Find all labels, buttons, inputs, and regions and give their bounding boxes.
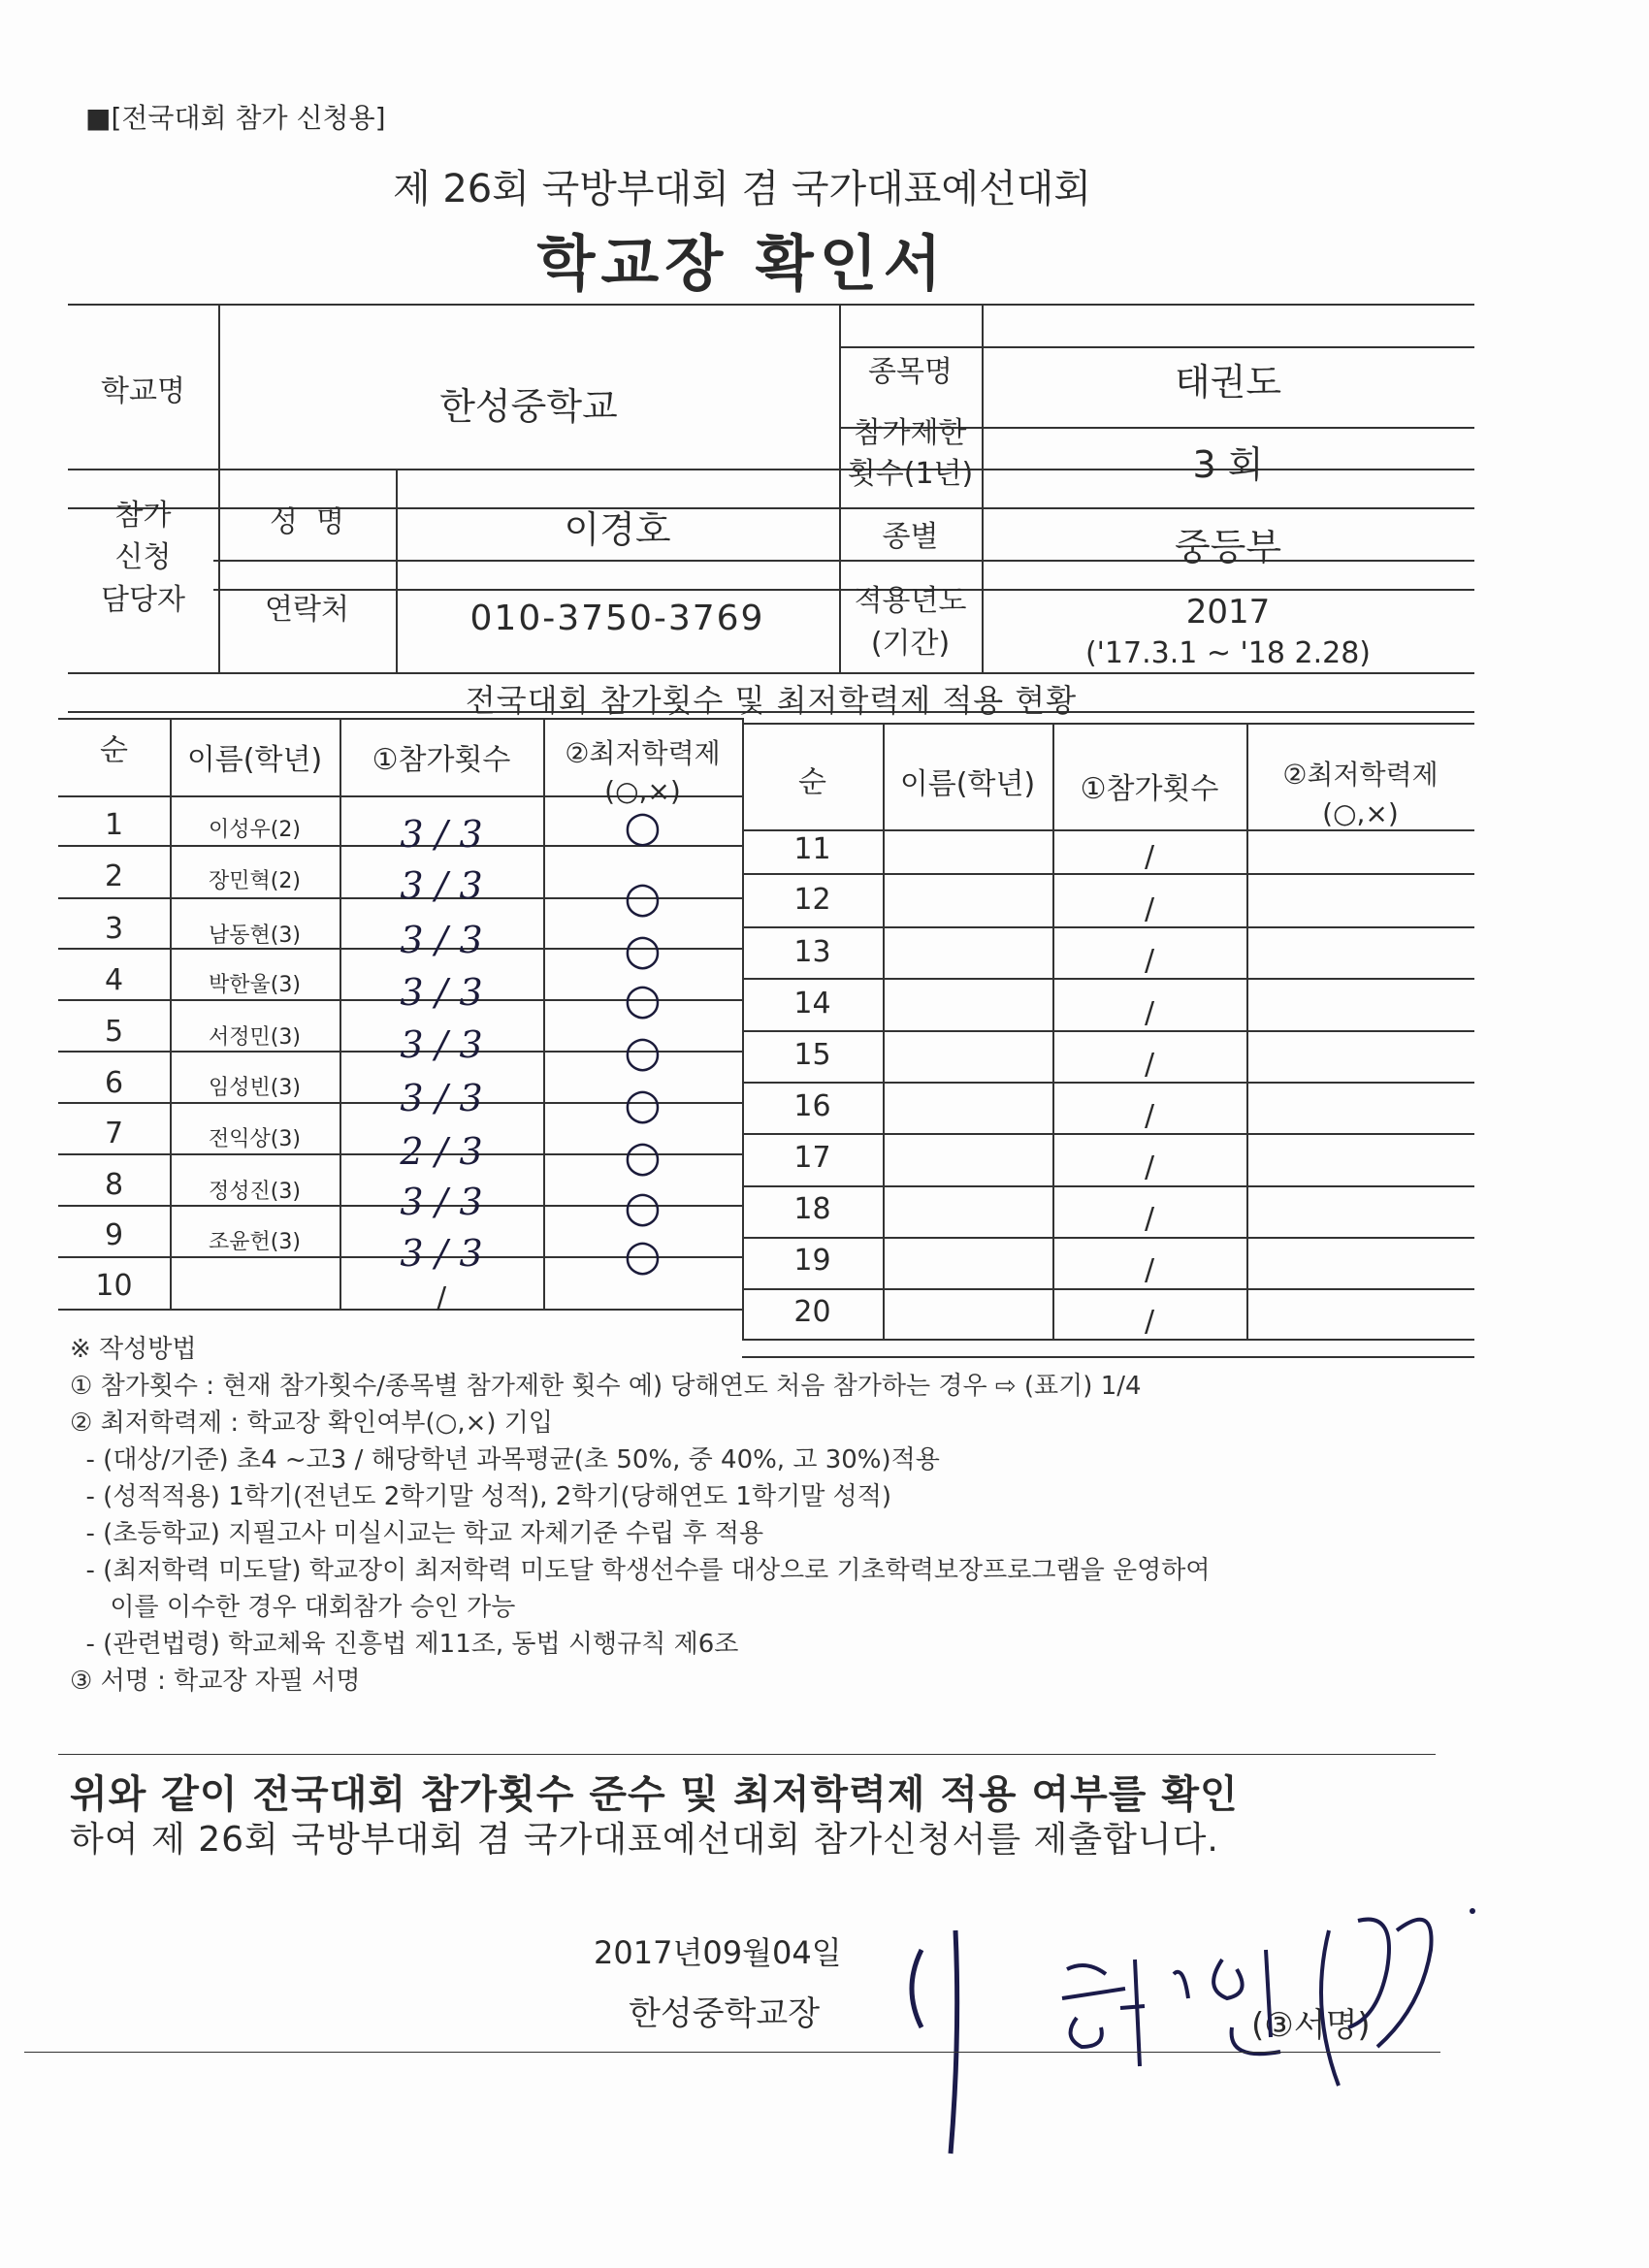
note-line: - (최저학력 미도달) 학교장이 최저학력 미도달 학생선수를 대상으로 기초학력보장프로그램을 운영하여 [70,1556,1211,1585]
col-no-left: 순 [100,733,128,767]
row-name [883,1138,1052,1177]
signature-label: (③서명) [1251,2006,1371,2045]
row-no: 12 [793,882,831,917]
row-name [883,880,1052,919]
row-name: 남동현(3) [209,923,301,948]
bottom-divider [24,2052,1440,2053]
contact-value: 010-3750-3769 [469,598,765,638]
row-name: 박한울(3) [209,972,301,997]
row-no: 16 [793,1088,831,1123]
declaration-line-1: 위와 같이 전국대회 참가횟수 준수 및 최저학력제 적용 여부를 확인 [70,1772,1239,1817]
school-label: 학교명 [101,374,185,408]
row-count: / [1144,839,1155,874]
row-count: 3 / 3 [400,919,483,961]
period-value: ('17.3.1 ~ '18 2.28) [1084,635,1372,670]
row-name [883,1035,1052,1074]
handwritten-name [892,1892,895,1893]
form-title: 학교장 확인서 [536,228,948,299]
row-no: 18 [793,1191,831,1226]
row-no: 6 [104,1065,124,1100]
submit-date: 2017년09월04일 [594,1934,842,1971]
col-min-left-2: (○,×) [604,774,681,807]
row-no: 2 [104,859,124,893]
year-value: 2017 [1185,593,1271,632]
row-mark [1246,1086,1474,1125]
row-name [883,932,1052,971]
row-mark: ○ [624,1131,662,1182]
note-line: ③ 서명 : 학교장 자필 서명 [70,1667,361,1696]
row-no: 17 [793,1140,831,1175]
row-count: 3 / 3 [400,864,483,907]
row-name: 조윤헌(3) [209,1229,301,1254]
row-count: / [1144,1201,1155,1236]
row-no: 1 [104,807,124,842]
row-count: / [436,1280,447,1315]
signature-strokes [892,1892,1494,2183]
note-line: 이를 이수한 경우 대회참가 승인 가능 [70,1593,516,1622]
row-name: 서정민(3) [209,1024,301,1050]
row-no: 20 [793,1294,831,1329]
name-value: 이경호 [564,507,671,551]
row-mark: ○ [624,1079,662,1129]
note-line: ① 참가횟수 : 현재 참가횟수/종목별 참가제한 횟수 예) 당해연도 처음 참가하는 경우 ⇨ (표기) 1/4 [70,1372,1142,1401]
row-no: 8 [104,1167,124,1202]
contact-label: 연락처 [265,593,349,627]
limit-label-1: 참가제한 [854,416,967,450]
row-name [170,1266,340,1305]
row-mark [1246,829,1474,868]
note-line: - (관련법령) 학교체육 진흥법 제11조, 동법 시행규칙 제6조 [70,1630,739,1659]
note-line: ② 최저학력제 : 학교장 확인여부(○,×) 기입 [70,1409,554,1438]
row-count: / [1144,943,1155,978]
note-heading: ※ 작성방법 [70,1335,197,1364]
row-count: / [1144,1304,1155,1339]
row-name: 임성빈(3) [209,1075,301,1100]
row-mark [1246,1035,1474,1074]
row-mark [1246,1189,1474,1228]
row-mark [1246,1138,1474,1177]
row-name [883,1292,1052,1331]
row-mark: ○ [624,1026,662,1077]
col-name-right: 이름(학년) [899,767,1036,801]
row-count: 3 / 3 [400,1232,483,1275]
row-count: / [1144,995,1155,1030]
row-name: 장민혁(2) [209,868,301,893]
row-no: 19 [793,1243,831,1278]
col-min-left-1: ②최저학력제 [565,737,721,769]
row-no: 7 [104,1116,124,1150]
row-mark [1246,984,1474,1022]
row-mark: ○ [624,924,662,975]
year-label-2: (기간) [870,627,951,661]
note-line: - (대상/기준) 초4 ~고3 / 해당학년 과목평균(초 50%, 중 40%, 고 30%)적용 [70,1445,940,1474]
row-count: 3 / 3 [400,1181,483,1223]
status-title: 전국대회 참가횟수 및 최저학력제 적용 현황 [465,682,1078,719]
row-mark [543,1266,742,1305]
row-no: 10 [95,1268,133,1303]
row-mark: ○ [624,872,662,923]
row-no: 5 [104,1014,124,1049]
form-subtitle: 제 26회 국방부대회 겸 국가대표예선대회 [393,167,1091,211]
row-count: 2 / 3 [400,1130,483,1173]
row-no: 11 [793,831,831,866]
col-count-left: ①참가횟수 [372,743,511,777]
row-count: / [1144,1098,1155,1133]
applicant-label-1: 참가 [114,499,172,533]
row-no: 4 [104,962,124,997]
row-count: 3 / 3 [400,813,483,856]
col-count-right: ①참가횟수 [1080,772,1219,806]
col-name-left: 이름(학년) [186,743,323,777]
row-name: 전익상(3) [209,1126,301,1151]
row-count: / [1144,1150,1155,1184]
principal-title: 한성중학교장 [629,1994,821,2033]
row-mark [1246,1241,1474,1280]
row-count: 3 / 3 [400,1023,483,1066]
row-count: / [1144,1047,1155,1082]
limit-value: 3 회 [1192,442,1264,486]
row-name [883,829,1052,868]
row-name [883,1189,1052,1228]
row-mark: ○ [624,974,662,1024]
col-min-right-1: ②최저학력제 [1282,759,1439,791]
applicant-label-3: 담당자 [101,583,185,617]
row-count: 3 / 3 [400,1077,483,1119]
row-count: / [1144,1252,1155,1287]
year-label-1: 적용년도 [854,584,967,618]
row-name: 정성진(3) [209,1179,301,1204]
row-name [883,984,1052,1022]
row-mark [1246,932,1474,971]
row-mark: ○ [624,801,662,852]
category-tag: ■[전국대회 참가 신청용] [85,102,386,134]
name-label: 성 명 [269,505,345,539]
limit-label-2: 횟수(1년) [847,457,974,491]
row-no: 9 [104,1217,124,1252]
note-line: - (초등학교) 지필고사 미실시교는 학교 자체기준 수립 후 적용 [70,1519,764,1548]
row-no: 14 [793,986,831,1021]
note-line: - (성적적용) 1학기(전년도 2학기말 성적), 2학기(당해연도 1학기말 성적) [70,1482,891,1511]
row-name [883,1241,1052,1280]
row-mark [1246,1292,1474,1331]
division-label: 종별 [882,520,939,554]
row-mark: ○ [624,1230,662,1280]
declaration-line-2: 하여 제 26회 국방부대회 겸 국가대표예선대회 참가신청서를 제출합니다. [70,1820,1219,1860]
col-no-right: 순 [798,765,826,799]
event-value: 태권도 [1174,360,1282,404]
row-name: 이성우(2) [209,817,301,842]
applicant-label-2: 신청 [114,540,172,574]
row-mark: ○ [624,1182,662,1232]
division-value: 중등부 [1174,525,1282,568]
divider [58,1754,1436,1755]
row-no: 15 [793,1037,831,1072]
row-count: 3 / 3 [400,971,483,1014]
event-label: 종목명 [868,355,953,389]
row-name [883,1086,1052,1125]
col-min-right-2: (○,×) [1322,796,1399,829]
row-count: / [1144,891,1155,926]
row-no: 13 [793,934,831,969]
school-value: 한성중학교 [439,384,618,428]
row-no: 3 [104,911,124,946]
handwritten-signature [892,1892,1494,2183]
row-mark [1246,880,1474,919]
